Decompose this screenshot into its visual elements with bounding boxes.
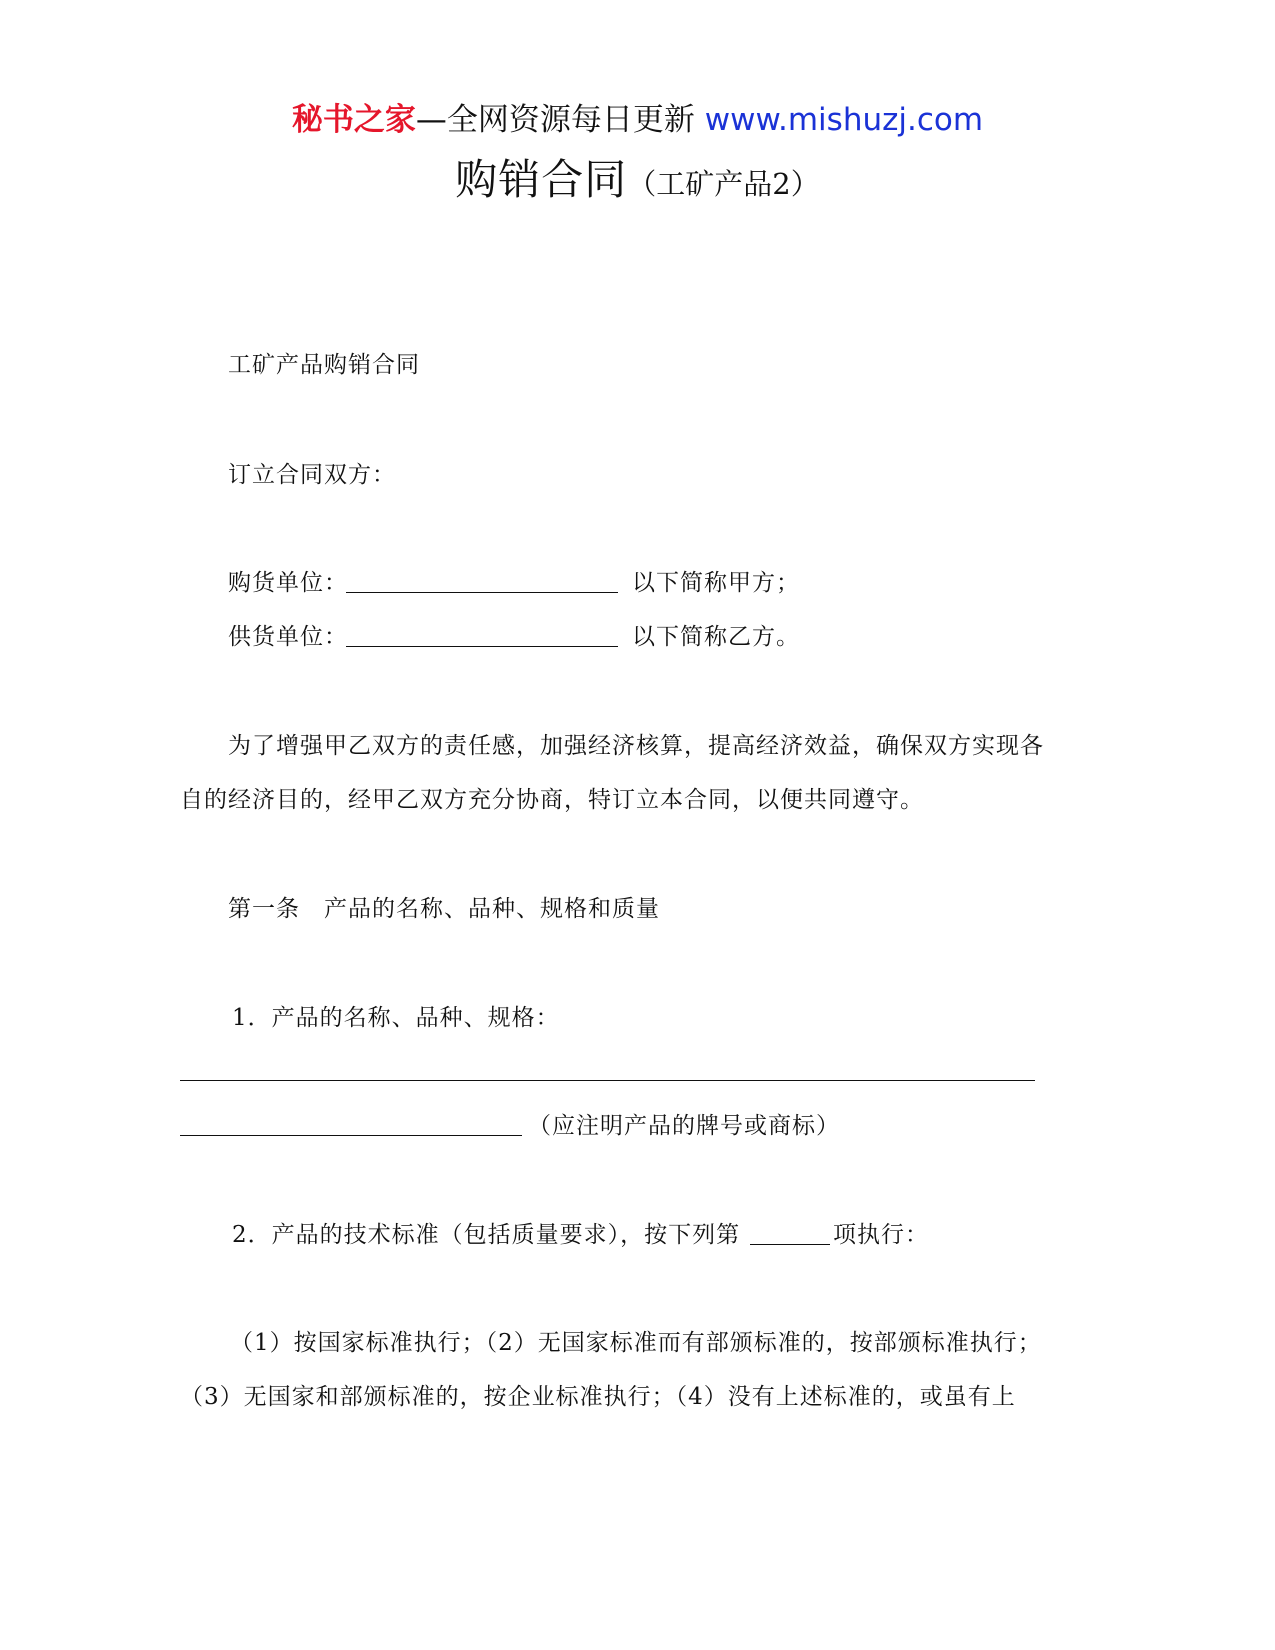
item-1-blank-line-1 bbox=[180, 1080, 1035, 1081]
buyer-blank-line bbox=[346, 592, 618, 593]
site-brand: 秘书之家 bbox=[291, 102, 416, 138]
site-url-link[interactable]: www.mishuzj.com bbox=[704, 102, 984, 138]
standards-line-1: （1）按国家标准执行；（2）无国家标准而有部颁标准的，按部颁标准执行； bbox=[230, 1330, 1042, 1356]
item-1-note: （应注明产品的牌号或商标） bbox=[528, 1113, 840, 1139]
seller-suffix: 以下简称乙方。 bbox=[632, 624, 800, 650]
purpose-paragraph-line-1: 为了增强甲乙双方的责任感，加强经济核算，提高经济效益，确保双方实现各 bbox=[228, 733, 1044, 759]
item-2-blank-line bbox=[750, 1244, 830, 1245]
purpose-paragraph-line-2: 自的经济目的，经甲乙双方充分协商，特订立本合同，以便共同遵守。 bbox=[180, 787, 924, 813]
title-main: 购销合同 bbox=[455, 155, 628, 204]
standards-line-2: （3）无国家和部颁标准的，按企业标准执行；（4）没有上述标准的，或虽有上 bbox=[180, 1384, 1016, 1410]
item-1-blank-line-2 bbox=[180, 1135, 522, 1136]
article-1-heading: 第一条 产品的名称、品种、规格和质量 bbox=[228, 896, 660, 922]
item-1-label: 1．产品的名称、品种、规格： bbox=[232, 1005, 560, 1031]
item-2-suffix: 项执行： bbox=[833, 1222, 929, 1248]
buyer-suffix: 以下简称甲方； bbox=[632, 570, 800, 596]
contract-name: 工矿产品购销合同 bbox=[228, 352, 420, 378]
site-header bbox=[0, 100, 1275, 140]
seller-label: 供货单位： bbox=[228, 624, 348, 650]
parties-heading: 订立合同双方： bbox=[228, 462, 396, 488]
site-tagline: —全网资源每日更新 bbox=[415, 102, 705, 138]
document-title bbox=[0, 152, 1275, 217]
item-2-prefix: 2．产品的技术标准（包括质量要求），按下列第 bbox=[232, 1222, 741, 1248]
title-subtitle: （工矿产品2） bbox=[627, 167, 820, 201]
buyer-label: 购货单位： bbox=[228, 570, 348, 596]
seller-blank-line bbox=[346, 646, 618, 647]
